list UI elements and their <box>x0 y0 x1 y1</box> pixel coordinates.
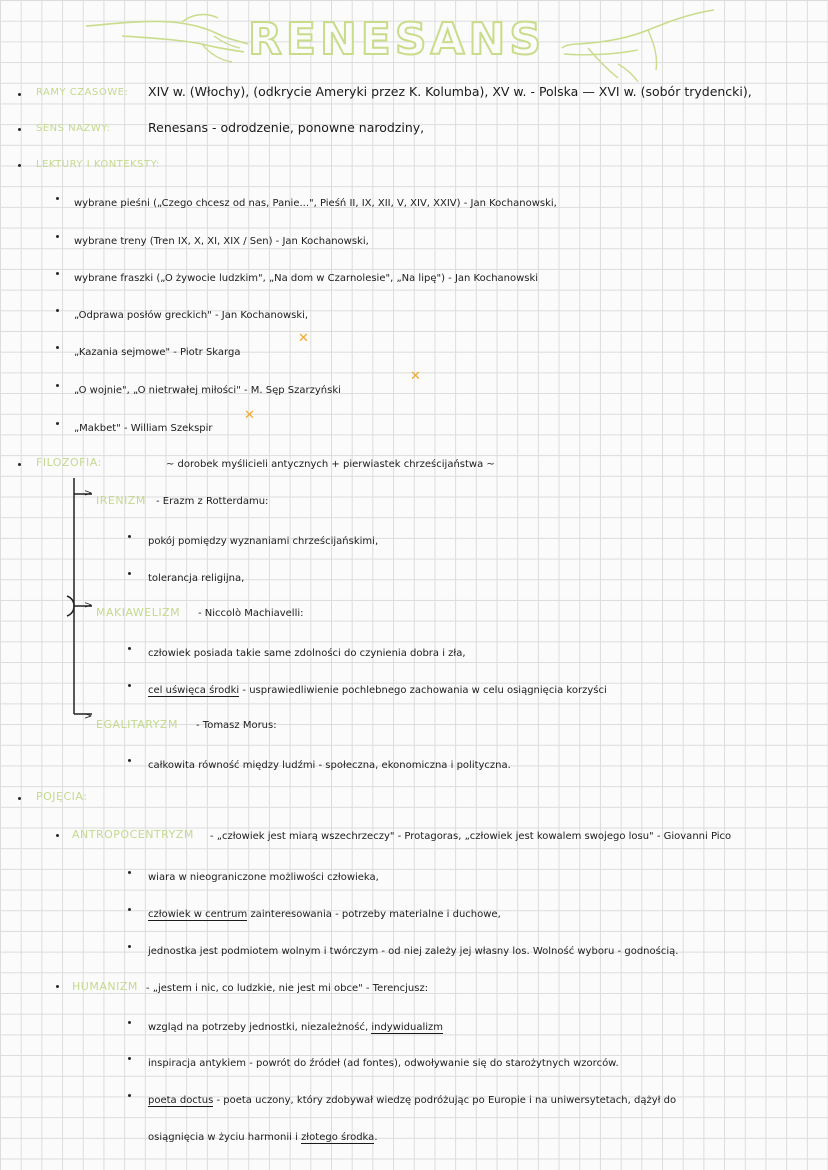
lektury-item: wybrane fraszki („O żywocie ludzkim", „Na dom w Czarnolesie", „Na lipę") - Jan Kochanowski <box>74 273 539 284</box>
bullet <box>56 197 59 200</box>
antropocentryzm-item: wiara w nieograniczone możliwości człowieka, <box>148 872 379 883</box>
bullet <box>56 422 59 425</box>
sens-label: SENS NAZWY: <box>36 123 111 134</box>
makiawelizm-item: człowiek posiada takie same zdolności do czynienia dobra i zła, <box>148 648 466 659</box>
lektury-label: LEKTURY I KONTEKSTY: <box>36 159 160 170</box>
humanizm-item-rest: - poeta uczony, który zdobywał wiedzę podróżując po Europie i na uniwersytetach, dążył do <box>216 1095 677 1106</box>
humanizm-item-continued <box>148 1131 378 1145</box>
underlined-term: człowiek w centrum <box>148 909 248 920</box>
bullet <box>128 572 131 575</box>
humanizm-item <box>148 1094 676 1108</box>
underlined-term: indywidualizm <box>371 1022 444 1033</box>
page-title: RENESANS <box>248 14 546 65</box>
underlined-term: cel uświęca środki <box>148 685 240 696</box>
bullet <box>128 945 131 948</box>
bullet <box>56 235 59 238</box>
bullet <box>128 1057 131 1060</box>
bullet <box>18 128 21 131</box>
bullet <box>56 985 59 988</box>
makiawelizm-author: - Niccolò Machiavelli: <box>198 608 304 619</box>
arrow-icon: > <box>84 488 93 499</box>
lektury-item: wybrane pieśni („Czego chcesz od nas, Panie...", Pieśń II, IX, XII, V, XIV, XXIV) - Jan Kochanowski, <box>74 198 557 209</box>
lektury-item: wybrane treny (Tren IX, X, XI, XIX / Sen) - Jan Kochanowski, <box>74 236 369 247</box>
makiawelizm-item-rest: - usprawiedliwienie pochlebnego zachowania w celu osiągnięcia korzyści <box>242 685 607 696</box>
irenizm-author: - Erazm z Rotterdamu: <box>156 496 269 507</box>
filozofia-label: FILOZOFIA: <box>36 456 102 469</box>
bullet <box>56 384 59 387</box>
pojecia-label: POJĘCIA: <box>36 790 88 803</box>
bullet <box>56 272 59 275</box>
arrow-icon: > <box>84 711 93 722</box>
bullet <box>128 908 131 911</box>
bullet <box>56 309 59 312</box>
filozofia-subtitle: ~ dorobek myślicieli antycznych + pierwiastek chrześcijaństwa ~ <box>166 459 495 470</box>
sens-text: Renesans - odrodzenie, ponowne narodziny, <box>148 120 425 135</box>
x-mark-icon: ✕ <box>298 331 309 346</box>
bullet <box>56 834 59 837</box>
humanizm-text: - „jestem i nic, co ludzkie, nie jest mi obce" - Terencjusz: <box>146 983 429 994</box>
bullet <box>128 871 131 874</box>
bullet <box>18 797 21 800</box>
humanizm-item <box>148 1021 443 1035</box>
bullet <box>128 1094 131 1097</box>
bullet <box>128 684 131 687</box>
antropocentryzm-label: ANTROPOCENTRYZM <box>72 828 194 841</box>
left-hand-drawing <box>82 6 252 66</box>
right-hand-drawing <box>558 4 718 84</box>
underlined-term: złotego środka <box>301 1132 375 1143</box>
lektury-item: „Odprawa posłów greckich" - Jan Kochanowski, <box>74 310 309 321</box>
makiawelizm-label: MAKIAWELIZM <box>96 606 181 619</box>
antropocentryzm-text: - „człowiek jest miarą wszechrzeczy" - Protagoras, „człowiek jest kowalem swojego losu" - Giovanni Pico <box>210 831 732 842</box>
bullet <box>18 164 21 167</box>
egalitaryzm-item: całkowita równość między ludźmi - społeczna, ekonomiczna i polityczna. <box>148 760 511 771</box>
irenizm-item: pokój pomiędzy wyznaniami chrześcijańskimi, <box>148 536 379 547</box>
antropocentryzm-item-rest: zainteresowania - potrzeby materialne i duchowe, <box>250 909 501 920</box>
humanizm-label: HUMANIZM <box>72 980 138 993</box>
lektury-item: „Kazania sejmowe" - Piotr Skarga <box>74 347 241 358</box>
x-mark-icon: ✕ <box>244 408 255 423</box>
egalitaryzm-author: - Tomasz Morus: <box>196 720 277 731</box>
x-mark-icon: ✕ <box>410 369 421 384</box>
ramy-text: XIV w. (Włochy), (odkrycie Ameryki przez K. Kolumba), XV w. - Polska — XVI w. (sobór trydencki), <box>148 84 752 99</box>
irenizm-item: tolerancja religijna, <box>148 573 245 584</box>
humanizm-item-end: . <box>374 1132 378 1143</box>
antropocentryzm-item: jednostka jest podmiotem wolnym i twórczym - od niej zależy jej własny los. Wolność wyboru - godnością. <box>148 946 679 957</box>
bullet <box>56 346 59 349</box>
egalitaryzm-label: EGALITARYZM <box>96 718 178 731</box>
bullet <box>128 647 131 650</box>
humanizm-item-text: osiągnięcia w życiu harmonii i <box>148 1132 298 1143</box>
underlined-term: poeta doctus <box>148 1095 214 1106</box>
bullet <box>128 1021 131 1024</box>
lektury-item: „Makbet" - William Szekspir <box>74 423 213 434</box>
ramy-label: RAMY CZASOWE: <box>36 87 129 98</box>
bullet <box>128 759 131 762</box>
arrow-icon: > <box>84 600 93 611</box>
irenizm-label: IRENIZM <box>96 494 146 507</box>
bullet <box>128 535 131 538</box>
makiawelizm-item <box>148 684 607 698</box>
antropocentryzm-item <box>148 908 501 922</box>
lektury-item: „O wojnie", „O nietrwałej miłości" - M. Sęp Szarzyński <box>74 385 341 396</box>
humanizm-item-text: wzgląd na potrzeby jednostki, niezależność, <box>148 1022 369 1033</box>
humanizm-item: inspiracja antykiem - powrót do źródeł (ad fontes), odwoływanie się do starożytnych wzorców. <box>148 1058 619 1069</box>
bullet <box>18 93 21 96</box>
bullet <box>18 463 21 466</box>
